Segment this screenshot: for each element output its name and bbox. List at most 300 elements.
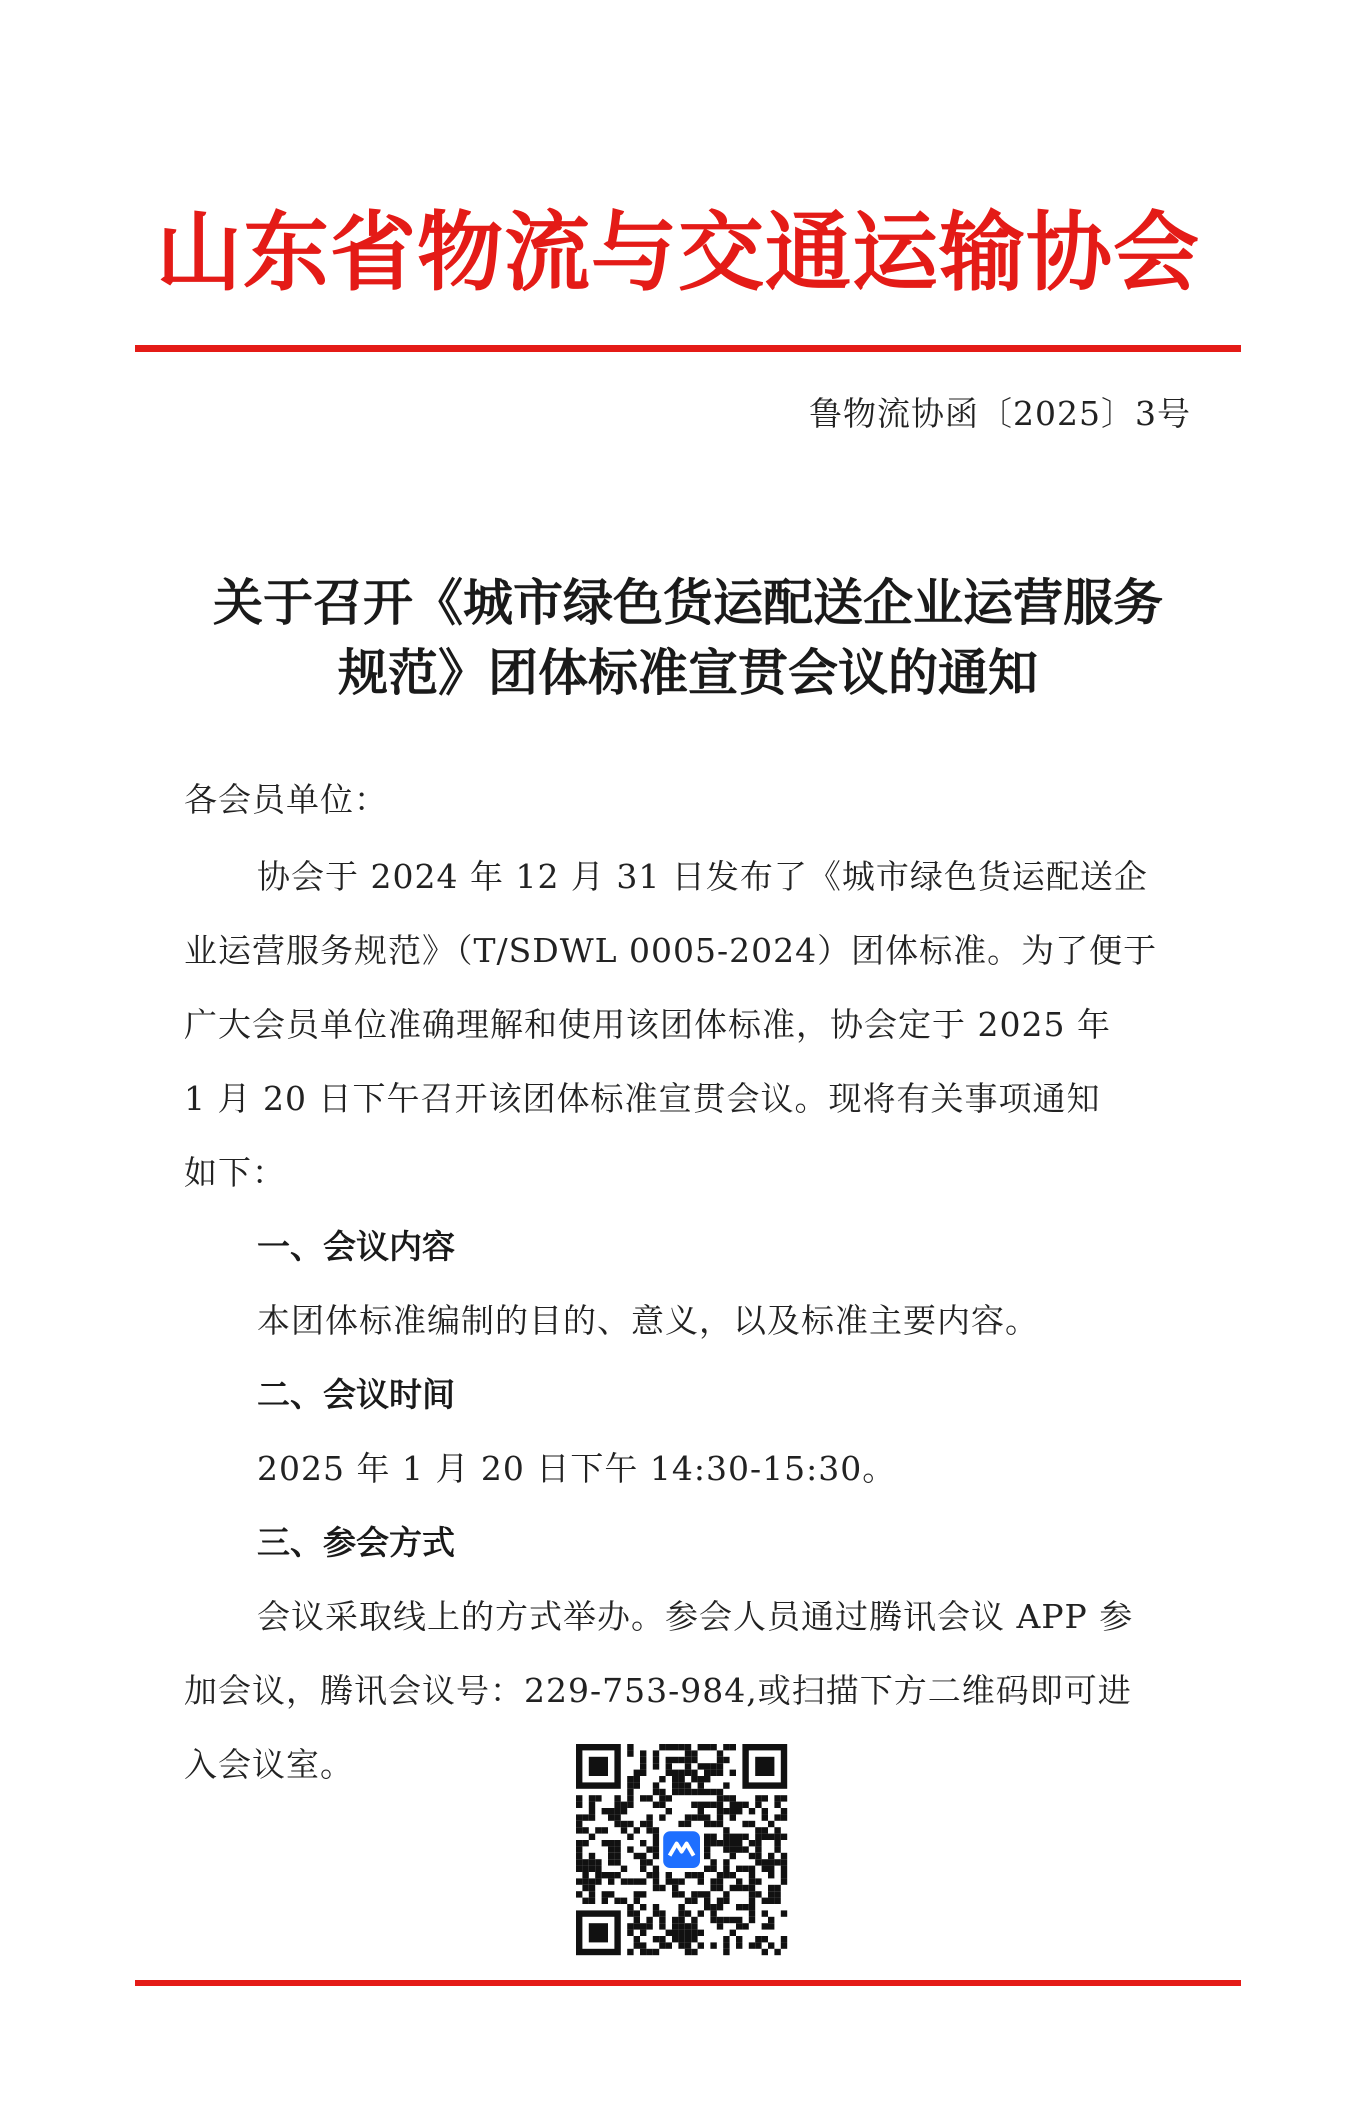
qr-module xyxy=(589,1834,595,1840)
qr-module xyxy=(749,1917,755,1923)
bottom-red-rule xyxy=(135,1980,1241,1986)
qr-module xyxy=(749,1821,755,1827)
qr-module xyxy=(589,1814,595,1820)
qr-module xyxy=(691,1776,697,1782)
qr-module xyxy=(768,1942,774,1948)
qr-module xyxy=(691,1930,697,1936)
qr-module xyxy=(614,1872,620,1878)
qr-module xyxy=(666,1878,672,1884)
qr-module xyxy=(781,1795,787,1801)
qr-module xyxy=(698,1910,704,1916)
qr-module xyxy=(640,1949,646,1955)
section-3-line-1: 会议采取线上的方式举办。参会人员通过腾讯会议 APP 参 xyxy=(257,1597,1134,1636)
intro-line-3: 广大会员单位准确理解和使用该团体标准，协会定于 2025 年 xyxy=(184,1005,1111,1044)
qr-module xyxy=(621,1898,627,1904)
qr-module xyxy=(685,1757,691,1763)
document-number: 鲁物流协函〔2025〕3号 xyxy=(809,394,1191,433)
qr-module xyxy=(646,1827,652,1833)
qr-module xyxy=(640,1904,646,1910)
qr-module xyxy=(698,1808,704,1814)
qr-module xyxy=(762,1923,768,1929)
qr-module xyxy=(576,1840,582,1846)
qr-module xyxy=(646,1859,652,1865)
qr-module xyxy=(768,1898,774,1904)
qr-module xyxy=(634,1782,640,1788)
qr-module xyxy=(781,1866,787,1872)
qr-module xyxy=(762,1795,768,1801)
qr-module xyxy=(710,1910,716,1916)
qr-module xyxy=(595,1866,601,1872)
qr-module xyxy=(678,1891,684,1897)
qr-module xyxy=(678,1930,684,1936)
qr-module xyxy=(781,1910,787,1916)
qr-module xyxy=(768,1891,774,1897)
qr-finder-pattern xyxy=(742,1744,787,1789)
section-3-line-2: 加会议，腾讯会议号：229-753-984,或扫描下方二维码即可进 xyxy=(184,1671,1132,1710)
qr-module xyxy=(710,1834,716,1840)
qr-module xyxy=(653,1872,659,1878)
qr-module xyxy=(717,1917,723,1923)
qr-module xyxy=(730,1795,736,1801)
qr-module xyxy=(589,1859,595,1865)
qr-module xyxy=(640,1821,646,1827)
qr-module xyxy=(627,1821,633,1827)
qr-module xyxy=(774,1840,780,1846)
qr-module xyxy=(723,1872,729,1878)
qr-module xyxy=(672,1744,678,1750)
qr-module xyxy=(736,1885,742,1891)
qr-module xyxy=(627,1904,633,1910)
qr-module xyxy=(634,1898,640,1904)
qr-module xyxy=(742,1904,748,1910)
qr-module xyxy=(672,1936,678,1942)
qr-module xyxy=(736,1917,742,1923)
qr-module xyxy=(710,1859,716,1865)
qr-module xyxy=(627,1789,633,1795)
qr-module xyxy=(627,1923,633,1929)
qr-module xyxy=(614,1840,620,1846)
qr-module xyxy=(653,1878,659,1884)
qr-module xyxy=(736,1878,742,1884)
qr-module xyxy=(653,1782,659,1788)
qr-module xyxy=(627,1776,633,1782)
qr-module xyxy=(749,1878,755,1884)
qr-module xyxy=(595,1872,601,1878)
qr-module xyxy=(608,1878,614,1884)
qr-module xyxy=(666,1757,672,1763)
qr-module xyxy=(595,1878,601,1884)
qr-module xyxy=(582,1827,588,1833)
qr-module xyxy=(602,1891,608,1897)
qr-module xyxy=(749,1910,755,1916)
qr-module xyxy=(736,1846,742,1852)
qr-module xyxy=(717,1789,723,1795)
qr-module xyxy=(602,1840,608,1846)
qr-module xyxy=(742,1834,748,1840)
qr-module xyxy=(755,1936,761,1942)
qr-module xyxy=(710,1885,716,1891)
qr-module xyxy=(755,1942,761,1948)
qr-module xyxy=(774,1802,780,1808)
qr-module xyxy=(710,1802,716,1808)
qr-module xyxy=(749,1840,755,1846)
qr-module xyxy=(723,1834,729,1840)
qr-module xyxy=(730,1802,736,1808)
qr-module xyxy=(723,1782,729,1788)
qr-module xyxy=(717,1878,723,1884)
qr-module xyxy=(582,1859,588,1865)
qr-module xyxy=(698,1789,704,1795)
qr-module xyxy=(710,1942,716,1948)
qr-module xyxy=(755,1846,761,1852)
qr-module xyxy=(582,1878,588,1884)
qr-module xyxy=(710,1789,716,1795)
qr-module xyxy=(582,1840,588,1846)
qr-module xyxy=(582,1885,588,1891)
qr-module xyxy=(768,1821,774,1827)
qr-module xyxy=(704,1904,710,1910)
qr-module xyxy=(704,1770,710,1776)
qr-module xyxy=(608,1891,614,1897)
qr-module xyxy=(730,1885,736,1891)
qr-module xyxy=(646,1814,652,1820)
qr-module xyxy=(678,1744,684,1750)
qr-module xyxy=(774,1827,780,1833)
qr-module xyxy=(678,1942,684,1948)
qr-module xyxy=(614,1808,620,1814)
qr-module xyxy=(736,1802,742,1808)
qr-module xyxy=(698,1872,704,1878)
qr-module xyxy=(723,1840,729,1846)
qr-module xyxy=(627,1878,633,1884)
qr-module xyxy=(723,1808,729,1814)
qr-module xyxy=(774,1949,780,1955)
qr-module xyxy=(768,1917,774,1923)
qr-module xyxy=(653,1789,659,1795)
qr-module xyxy=(730,1834,736,1840)
qr-module xyxy=(614,1802,620,1808)
qr-module xyxy=(653,1750,659,1756)
qr-module xyxy=(736,1936,742,1942)
qr-module xyxy=(602,1898,608,1904)
qr-module xyxy=(774,1898,780,1904)
qr-module xyxy=(614,1859,620,1865)
qr-module xyxy=(704,1840,710,1846)
qr-module xyxy=(698,1763,704,1769)
qr-module xyxy=(666,1942,672,1948)
qr-module xyxy=(589,1853,595,1859)
qr-module xyxy=(698,1930,704,1936)
qr-module xyxy=(659,1923,665,1929)
qr-module xyxy=(640,1942,646,1948)
qr-module xyxy=(672,1776,678,1782)
qr-module xyxy=(755,1878,761,1884)
qr-module xyxy=(672,1757,678,1763)
qr-module xyxy=(749,1872,755,1878)
qr-module xyxy=(608,1840,614,1846)
qr-module xyxy=(634,1853,640,1859)
qr-module xyxy=(614,1814,620,1820)
qr-module xyxy=(614,1795,620,1801)
qr-module xyxy=(691,1814,697,1820)
qr-module xyxy=(730,1814,736,1820)
qr-module xyxy=(672,1923,678,1929)
qr-module xyxy=(774,1891,780,1897)
qr-module xyxy=(736,1840,742,1846)
qr-module xyxy=(762,1936,768,1942)
qr-module xyxy=(691,1757,697,1763)
qr-module xyxy=(685,1910,691,1916)
qr-module xyxy=(672,1885,678,1891)
qr-module xyxy=(685,1814,691,1820)
qr-module xyxy=(691,1750,697,1756)
qr-module xyxy=(685,1750,691,1756)
qr-module xyxy=(627,1930,633,1936)
qr-module xyxy=(698,1776,704,1782)
qr-module xyxy=(704,1744,710,1750)
qr-module xyxy=(582,1898,588,1904)
qr-module xyxy=(762,1898,768,1904)
section-2-text: 2025 年 1 月 20 日下午 14:30-15:30。 xyxy=(257,1449,897,1488)
qr-module xyxy=(768,1923,774,1929)
qr-module xyxy=(691,1872,697,1878)
qr-module xyxy=(576,1866,582,1872)
qr-module xyxy=(749,1942,755,1948)
qr-module xyxy=(749,1853,755,1859)
qr-module xyxy=(678,1770,684,1776)
qr-module xyxy=(621,1808,627,1814)
qr-module xyxy=(723,1795,729,1801)
qr-module xyxy=(781,1878,787,1884)
qr-module xyxy=(589,1891,595,1897)
qr-module xyxy=(614,1846,620,1852)
qr-module xyxy=(634,1917,640,1923)
qr-module xyxy=(774,1814,780,1820)
qr-module xyxy=(717,1808,723,1814)
qr-module xyxy=(774,1795,780,1801)
qr-module xyxy=(781,1936,787,1942)
organization-name: 山东省物流与交通运输协会 xyxy=(156,202,1200,303)
qr-module xyxy=(589,1795,595,1801)
qr-module xyxy=(755,1834,761,1840)
qr-module xyxy=(710,1917,716,1923)
qr-module xyxy=(608,1872,614,1878)
qr-module xyxy=(634,1827,640,1833)
qr-module xyxy=(614,1821,620,1827)
qr-module xyxy=(698,1814,704,1820)
qr-module xyxy=(723,1744,729,1750)
qr-module xyxy=(659,1917,665,1923)
qr-module xyxy=(653,1846,659,1852)
qr-module xyxy=(646,1872,652,1878)
qr-module xyxy=(595,1859,601,1865)
qr-finder-pattern xyxy=(576,1744,621,1789)
qr-module xyxy=(666,1808,672,1814)
qr-module xyxy=(685,1872,691,1878)
qr-module xyxy=(749,1891,755,1897)
qr-module xyxy=(640,1840,646,1846)
section-3-line-3: 入会议室。 xyxy=(184,1745,354,1784)
qr-module xyxy=(755,1859,761,1865)
qr-module xyxy=(678,1878,684,1884)
qr-module xyxy=(749,1904,755,1910)
qr-module xyxy=(595,1795,601,1801)
qr-module xyxy=(704,1763,710,1769)
qr-module xyxy=(717,1795,723,1801)
qr-module xyxy=(659,1744,665,1750)
qr-module xyxy=(576,1795,582,1801)
qr-module xyxy=(685,1789,691,1795)
qr-module xyxy=(659,1885,665,1891)
qr-module xyxy=(723,1859,729,1865)
qr-module xyxy=(691,1923,697,1929)
qr-module xyxy=(678,1936,684,1942)
qr-module xyxy=(659,1795,665,1801)
qr-code-icon[interactable] xyxy=(568,1736,796,1964)
qr-module xyxy=(659,1802,665,1808)
qr-module xyxy=(685,1930,691,1936)
qr-module xyxy=(640,1853,646,1859)
qr-module xyxy=(762,1827,768,1833)
qr-module xyxy=(627,1834,633,1840)
qr-module xyxy=(666,1770,672,1776)
qr-module xyxy=(614,1853,620,1859)
qr-module xyxy=(646,1821,652,1827)
qr-module xyxy=(634,1936,640,1942)
qr-module xyxy=(710,1770,716,1776)
qr-module xyxy=(634,1923,640,1929)
qr-module xyxy=(621,1827,627,1833)
qr-module xyxy=(653,1904,659,1910)
qr-module xyxy=(717,1814,723,1820)
intro-line-5: 如下： xyxy=(184,1153,286,1192)
qr-module xyxy=(678,1904,684,1910)
qr-module xyxy=(781,1859,787,1865)
qr-module xyxy=(717,1885,723,1891)
qr-module xyxy=(576,1821,582,1827)
qr-module xyxy=(736,1808,742,1814)
qr-module xyxy=(685,1782,691,1788)
qr-module xyxy=(717,1821,723,1827)
qr-module xyxy=(627,1750,633,1756)
qr-module xyxy=(646,1795,652,1801)
qr-module xyxy=(685,1936,691,1942)
qr-module xyxy=(691,1891,697,1897)
qr-module xyxy=(710,1866,716,1872)
qr-module xyxy=(602,1872,608,1878)
qr-module xyxy=(730,1917,736,1923)
qr-module xyxy=(698,1802,704,1808)
qr-module xyxy=(755,1827,761,1833)
qr-module xyxy=(691,1789,697,1795)
section-1-heading: 一、会议内容 xyxy=(257,1227,455,1266)
qr-module xyxy=(723,1917,729,1923)
qr-module xyxy=(621,1821,627,1827)
qr-module xyxy=(576,1891,582,1897)
qr-module xyxy=(653,1949,659,1955)
salutation: 各会员单位： xyxy=(184,780,388,819)
section-3-heading: 三、参会方式 xyxy=(257,1523,455,1562)
qr-module xyxy=(685,1898,691,1904)
qr-module xyxy=(717,1763,723,1769)
qr-module xyxy=(666,1872,672,1878)
qr-module xyxy=(717,1750,723,1756)
qr-module xyxy=(730,1846,736,1852)
qr-module xyxy=(653,1910,659,1916)
qr-module xyxy=(698,1942,704,1948)
qr-module xyxy=(768,1859,774,1865)
qr-module xyxy=(762,1859,768,1865)
qr-module xyxy=(768,1834,774,1840)
qr-module xyxy=(717,1898,723,1904)
qr-module xyxy=(576,1859,582,1865)
qr-module xyxy=(678,1789,684,1795)
intro-line-4: 1 月 20 日下午召开该团体标准宣贯会议。现将有关事项通知 xyxy=(184,1079,1101,1118)
qr-module xyxy=(781,1872,787,1878)
qr-module xyxy=(781,1814,787,1820)
qr-module xyxy=(659,1789,665,1795)
qr-module xyxy=(730,1872,736,1878)
qr-module xyxy=(742,1802,748,1808)
qr-module xyxy=(717,1840,723,1846)
qr-module xyxy=(666,1930,672,1936)
qr-module xyxy=(589,1898,595,1904)
qr-module xyxy=(730,1853,736,1859)
qr-module xyxy=(704,1898,710,1904)
qr-code-graphic xyxy=(568,1736,796,1964)
qr-module xyxy=(730,1840,736,1846)
qr-module xyxy=(640,1763,646,1769)
qr-module xyxy=(755,1795,761,1801)
qr-module xyxy=(762,1910,768,1916)
qr-module xyxy=(723,1866,729,1872)
qr-module xyxy=(608,1814,614,1820)
qr-module xyxy=(691,1936,697,1942)
qr-module xyxy=(653,1763,659,1769)
qr-module xyxy=(582,1814,588,1820)
qr-module xyxy=(627,1744,633,1750)
qr-module xyxy=(666,1795,672,1801)
qr-module xyxy=(653,1802,659,1808)
qr-module xyxy=(717,1757,723,1763)
qr-module xyxy=(736,1923,742,1929)
qr-module xyxy=(666,1744,672,1750)
qr-module xyxy=(634,1910,640,1916)
qr-module xyxy=(627,1795,633,1801)
qr-module xyxy=(710,1763,716,1769)
qr-module xyxy=(710,1878,716,1884)
qr-module xyxy=(646,1949,652,1955)
qr-module xyxy=(723,1942,729,1948)
qr-module xyxy=(653,1885,659,1891)
qr-module xyxy=(723,1827,729,1833)
qr-module xyxy=(710,1821,716,1827)
qr-module xyxy=(685,1942,691,1948)
qr-module xyxy=(717,1923,723,1929)
qr-module xyxy=(723,1898,729,1904)
qr-module xyxy=(704,1846,710,1852)
qr-module xyxy=(672,1891,678,1897)
qr-module xyxy=(659,1936,665,1942)
qr-module xyxy=(653,1827,659,1833)
qr-module xyxy=(717,1904,723,1910)
qr-module xyxy=(640,1930,646,1936)
qr-module xyxy=(653,1834,659,1840)
qr-module xyxy=(678,1917,684,1923)
qr-module xyxy=(704,1821,710,1827)
section-1-text: 本团体标准编制的目的、意义，以及标准主要内容。 xyxy=(257,1301,1039,1340)
qr-module xyxy=(634,1878,640,1884)
